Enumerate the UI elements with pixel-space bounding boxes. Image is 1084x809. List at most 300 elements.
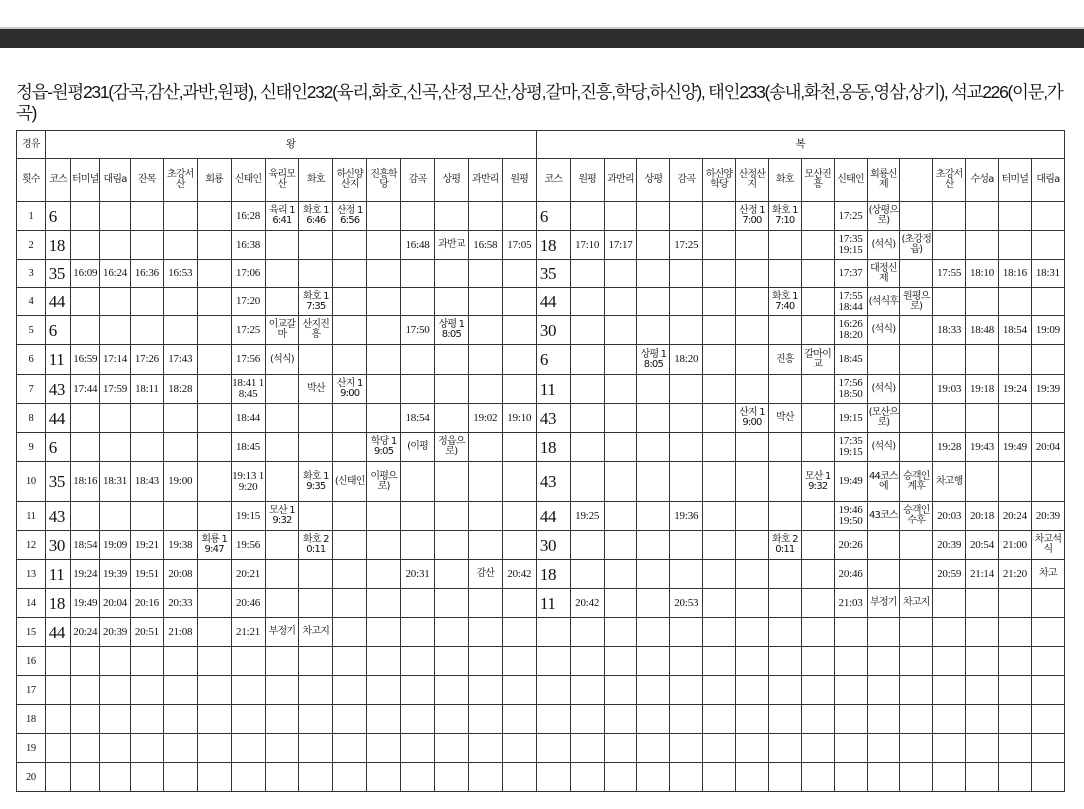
ret-cell [801, 433, 834, 462]
ret-cell [703, 260, 736, 288]
out-cell [401, 705, 435, 734]
ret-cell [736, 763, 769, 792]
ret-column-header: 회룡신제 [867, 159, 900, 202]
out-cell: 화호 17:35 [299, 288, 333, 316]
ret-cell: 17:55 [933, 260, 966, 288]
out-cell [502, 531, 536, 560]
ret-cell [570, 375, 604, 404]
ret-cell [768, 316, 801, 345]
ret-cell [570, 734, 604, 763]
ret-cell [670, 260, 703, 288]
trip-number: 13 [17, 560, 46, 589]
ret-cell: 산정 17:00 [736, 202, 769, 231]
out-cell [100, 316, 131, 345]
ret-cell: 20:24 [998, 502, 1031, 531]
ret-cell [570, 316, 604, 345]
out-cell: 18:43 [130, 462, 163, 502]
trip-number: 12 [17, 531, 46, 560]
ret-cell [570, 647, 604, 676]
out-cell [265, 231, 299, 260]
out-cell [502, 502, 536, 531]
ret-cell [834, 618, 867, 647]
out-cell [434, 734, 468, 763]
out-cell: 16:36 [130, 260, 163, 288]
ret-cell [637, 433, 670, 462]
ret-cell [966, 763, 999, 792]
out-cell [71, 288, 100, 316]
out-cell [468, 676, 502, 705]
out-course: 18 [45, 589, 71, 618]
out-cell [197, 404, 231, 433]
ret-cell [604, 260, 637, 288]
out-cell [468, 288, 502, 316]
ret-cell: 19:43 [966, 433, 999, 462]
out-cell [197, 763, 231, 792]
ret-cell [900, 345, 933, 375]
ret-cell [801, 734, 834, 763]
out-cell [299, 345, 333, 375]
trip-number: 5 [17, 316, 46, 345]
ret-cell [703, 763, 736, 792]
out-cell [197, 288, 231, 316]
ret-cell [604, 288, 637, 316]
out-cell: 18:11 [130, 375, 163, 404]
out-cell [367, 260, 401, 288]
table-row [17, 345, 1065, 375]
out-cell [401, 734, 435, 763]
ret-cell: 갈마이교 [801, 345, 834, 375]
ret-cell [570, 404, 604, 433]
ret-cell: 20:42 [570, 589, 604, 618]
table-row [17, 589, 1065, 618]
out-cell [163, 231, 197, 260]
ret-cell: 17:56 18:50 [834, 375, 867, 404]
out-cell: 산정 16:56 [333, 202, 367, 231]
out-cell [71, 202, 100, 231]
out-cell: 21:08 [163, 618, 197, 647]
ret-cell [703, 345, 736, 375]
ret-cell: 20:39 [933, 531, 966, 560]
ret-cell [933, 589, 966, 618]
ret-cell [736, 345, 769, 375]
ret-cell [801, 231, 834, 260]
ret-course: 11 [536, 375, 570, 404]
out-cell: 17:50 [401, 316, 435, 345]
out-cell: 17:56 [231, 345, 265, 375]
ret-cell [998, 345, 1031, 375]
out-cell [434, 375, 468, 404]
ret-course: 18 [536, 231, 570, 260]
out-cell: 16:09 [71, 260, 100, 288]
ret-cell [703, 734, 736, 763]
out-cell [265, 260, 299, 288]
out-cell [299, 404, 333, 433]
out-cell: 화호 19:35 [299, 462, 333, 502]
ret-cell [768, 231, 801, 260]
ret-cell [604, 404, 637, 433]
ret-cell [998, 202, 1031, 231]
out-course: 43 [45, 375, 71, 404]
ret-cell: 21:03 [834, 589, 867, 618]
out-cell: 17:43 [163, 345, 197, 375]
out-cell [468, 647, 502, 676]
ret-cell [1031, 202, 1064, 231]
out-cell [401, 288, 435, 316]
ret-cell [604, 589, 637, 618]
out-cell [434, 705, 468, 734]
out-cell [299, 260, 333, 288]
out-cell [265, 404, 299, 433]
ret-cell: 진흥 [768, 345, 801, 375]
ret-cell: 19:49 [998, 433, 1031, 462]
ret-course: 43 [536, 404, 570, 433]
out-cell [333, 734, 367, 763]
table-row [17, 763, 1065, 792]
trip-number: 4 [17, 288, 46, 316]
ret-cell [998, 763, 1031, 792]
table-row [17, 647, 1065, 676]
ret-cell [736, 589, 769, 618]
out-cell [333, 316, 367, 345]
out-cell [71, 705, 100, 734]
ret-cell [604, 531, 637, 560]
out-cell [468, 433, 502, 462]
out-cell [299, 676, 333, 705]
ret-cell: 산지 19:00 [736, 404, 769, 433]
out-cell: 17:05 [502, 231, 536, 260]
out-cell [265, 589, 299, 618]
out-course [45, 763, 71, 792]
out-cell [197, 676, 231, 705]
out-cell: 19:38 [163, 531, 197, 560]
ret-cell [933, 763, 966, 792]
out-cell: 18:16 [71, 462, 100, 502]
out-column-header: 화호 [299, 159, 333, 202]
ret-cell [1031, 288, 1064, 316]
out-cell: 20:51 [130, 618, 163, 647]
out-cell [333, 531, 367, 560]
ret-cell [801, 763, 834, 792]
out-cell [367, 316, 401, 345]
ret-cell [703, 404, 736, 433]
top-bar [0, 27, 1084, 48]
out-cell [197, 345, 231, 375]
ret-cell [1031, 734, 1064, 763]
out-cell [401, 618, 435, 647]
ret-cell [768, 433, 801, 462]
ret-cell [670, 560, 703, 589]
outbound-heading: 왕 [45, 131, 536, 159]
out-column-header: 하신양산지 [333, 159, 367, 202]
ret-cell [570, 433, 604, 462]
ret-cell [900, 676, 933, 705]
out-cell [367, 288, 401, 316]
out-cell: 20:08 [163, 560, 197, 589]
ret-cell [736, 316, 769, 345]
out-cell: 정읍으로) [434, 433, 468, 462]
trip-number: 6 [17, 345, 46, 375]
ret-cell [637, 734, 670, 763]
ret-cell: 17:35 19:15 [834, 231, 867, 260]
ret-cell [736, 647, 769, 676]
ret-cell [604, 734, 637, 763]
ret-cell [670, 676, 703, 705]
out-cell [468, 202, 502, 231]
out-cell [401, 589, 435, 618]
ret-cell [966, 647, 999, 676]
out-cell [468, 589, 502, 618]
out-cell: 20:46 [231, 589, 265, 618]
out-cell [502, 705, 536, 734]
ret-cell: 19:28 [933, 433, 966, 462]
ret-column-header: 과반리 [604, 159, 637, 202]
ret-cell: 18:54 [998, 316, 1031, 345]
ret-cell [637, 260, 670, 288]
out-cell [130, 404, 163, 433]
ret-cell: (석식) [867, 316, 900, 345]
out-cell [367, 345, 401, 375]
ret-cell: 19:18 [966, 375, 999, 404]
out-cell [333, 502, 367, 531]
out-cell: 19:02 [468, 404, 502, 433]
ret-cell [966, 589, 999, 618]
out-cell [502, 462, 536, 502]
out-cell: 18:44 [231, 404, 265, 433]
ret-cell [998, 589, 1031, 618]
out-column-header: 회룡 [197, 159, 231, 202]
ret-cell [801, 531, 834, 560]
out-cell [468, 375, 502, 404]
ret-cell [670, 618, 703, 647]
ret-cell: 18:45 [834, 345, 867, 375]
ret-cell: 18:31 [1031, 260, 1064, 288]
ret-cell [867, 705, 900, 734]
table-row [17, 404, 1065, 433]
ret-cell [768, 734, 801, 763]
out-cell: 21:21 [231, 618, 265, 647]
trip-number: 18 [17, 705, 46, 734]
out-course: 18 [45, 231, 71, 260]
out-cell: 17:06 [231, 260, 265, 288]
ret-cell [1031, 763, 1064, 792]
out-cell [197, 462, 231, 502]
ret-cell: 18:10 [966, 260, 999, 288]
out-cell [163, 433, 197, 462]
out-cell [367, 231, 401, 260]
out-cell [130, 763, 163, 792]
ret-cell [703, 316, 736, 345]
ret-cell [570, 618, 604, 647]
out-cell [367, 647, 401, 676]
out-cell [100, 763, 131, 792]
out-cell: 화호 16:46 [299, 202, 333, 231]
ret-cell [703, 433, 736, 462]
ret-cell [703, 589, 736, 618]
out-cell: 20:24 [71, 618, 100, 647]
table-row [17, 231, 1065, 260]
ret-cell: 18:48 [966, 316, 999, 345]
ret-cell [703, 531, 736, 560]
ret-cell: 21:14 [966, 560, 999, 589]
out-cell [100, 288, 131, 316]
ret-cell [966, 734, 999, 763]
ret-course [536, 705, 570, 734]
out-cell [502, 589, 536, 618]
out-cell [333, 260, 367, 288]
ret-cell: 18:33 [933, 316, 966, 345]
ret-cell: 화호 17:40 [768, 288, 801, 316]
out-cell [401, 531, 435, 560]
out-cell [367, 676, 401, 705]
ret-cell [998, 705, 1031, 734]
ret-cell [834, 763, 867, 792]
ret-cell [867, 531, 900, 560]
table-row [17, 676, 1065, 705]
ret-cell [604, 462, 637, 502]
out-course: 43 [45, 502, 71, 531]
ret-cell [966, 231, 999, 260]
ret-cell: 17:25 [670, 231, 703, 260]
out-cell [130, 231, 163, 260]
ret-cell [834, 734, 867, 763]
out-cell [163, 705, 197, 734]
ret-cell [736, 705, 769, 734]
ret-cell [736, 231, 769, 260]
ret-cell [670, 531, 703, 560]
ret-cell [900, 618, 933, 647]
out-cell: 20:39 [100, 618, 131, 647]
out-column-header: 감곡 [401, 159, 435, 202]
ret-column-header: 코스 [536, 159, 570, 202]
page-title: 정읍-원평231(감곡,감산,과반,원평), 신태인232(육리,화호,신곡,산정,모산,상평,갈마,진흥,학당,하신양), 태인233(송내,화천,옹동,영삼,상기), 석교226(이문,가곡) [16, 82, 1063, 123]
trip-number: 8 [17, 404, 46, 433]
out-cell: 19:56 [231, 531, 265, 560]
out-cell [434, 462, 468, 502]
ret-cell: 20:26 [834, 531, 867, 560]
ret-course [536, 763, 570, 792]
out-cell: 18:45 [231, 433, 265, 462]
ret-cell [900, 734, 933, 763]
out-cell [265, 763, 299, 792]
out-column-header: 신태인 [231, 159, 265, 202]
table-row [17, 202, 1065, 231]
ret-cell [1031, 589, 1064, 618]
ret-cell: 19:24 [998, 375, 1031, 404]
out-cell [367, 531, 401, 560]
out-cell [299, 647, 333, 676]
ret-cell [867, 560, 900, 589]
ret-cell [966, 462, 999, 502]
ret-cell [570, 345, 604, 375]
out-cell [197, 705, 231, 734]
trip-number: 1 [17, 202, 46, 231]
ret-column-header: 터미널 [998, 159, 1031, 202]
ret-course: 35 [536, 260, 570, 288]
ret-cell [736, 618, 769, 647]
ret-cell [637, 531, 670, 560]
out-cell [197, 231, 231, 260]
out-cell [299, 433, 333, 462]
ret-cell [801, 705, 834, 734]
out-course: 11 [45, 345, 71, 375]
out-cell [333, 560, 367, 589]
out-cell [434, 531, 468, 560]
out-column-header: 원평 [502, 159, 536, 202]
ret-cell: (석식) [867, 231, 900, 260]
ret-cell [801, 404, 834, 433]
out-cell: 16:53 [163, 260, 197, 288]
ret-cell [570, 560, 604, 589]
ret-cell [604, 375, 637, 404]
out-cell: 학당 19:05 [367, 433, 401, 462]
ret-column-header: 상평 [637, 159, 670, 202]
out-course: 44 [45, 404, 71, 433]
out-cell [299, 560, 333, 589]
table-row [17, 375, 1065, 404]
out-cell [265, 288, 299, 316]
ret-column-header: 대림a [1031, 159, 1064, 202]
ret-cell [670, 462, 703, 502]
out-cell [434, 560, 468, 589]
ret-cell [933, 618, 966, 647]
out-cell [367, 618, 401, 647]
out-cell [265, 375, 299, 404]
ret-cell [933, 345, 966, 375]
out-cell: 육리 16:41 [265, 202, 299, 231]
out-cell [333, 763, 367, 792]
out-cell [197, 734, 231, 763]
ret-cell [637, 763, 670, 792]
trip-number: 11 [17, 502, 46, 531]
ret-cell: 19:25 [570, 502, 604, 531]
ret-cell: 19:36 [670, 502, 703, 531]
out-cell: 20:16 [130, 589, 163, 618]
ret-cell [998, 462, 1031, 502]
ret-course: 18 [536, 560, 570, 589]
ret-cell: 차고행 [933, 462, 966, 502]
table-row [17, 734, 1065, 763]
ret-cell [670, 647, 703, 676]
ret-cell: 부정기 [867, 589, 900, 618]
ret-cell: 20:04 [1031, 433, 1064, 462]
out-cell [468, 462, 502, 502]
out-cell [265, 433, 299, 462]
out-cell [197, 375, 231, 404]
out-course [45, 734, 71, 763]
out-cell [265, 531, 299, 560]
out-cell [71, 647, 100, 676]
out-cell [333, 705, 367, 734]
out-cell: 17:20 [231, 288, 265, 316]
ret-cell: 17:35 19:15 [834, 433, 867, 462]
ret-cell: 20:18 [966, 502, 999, 531]
ret-course: 30 [536, 531, 570, 560]
out-cell: 19:10 [502, 404, 536, 433]
out-cell: 17:44 [71, 375, 100, 404]
out-cell [100, 502, 131, 531]
out-cell [502, 618, 536, 647]
ret-cell [604, 763, 637, 792]
ret-cell [768, 375, 801, 404]
ret-cell [703, 288, 736, 316]
ret-cell [1031, 462, 1064, 502]
ret-course: 18 [536, 433, 570, 462]
out-cell: 차고지 [299, 618, 333, 647]
out-cell [434, 647, 468, 676]
ret-column-header: 산정산지 [736, 159, 769, 202]
ret-cell [933, 647, 966, 676]
ret-cell: 17:55 18:44 [834, 288, 867, 316]
